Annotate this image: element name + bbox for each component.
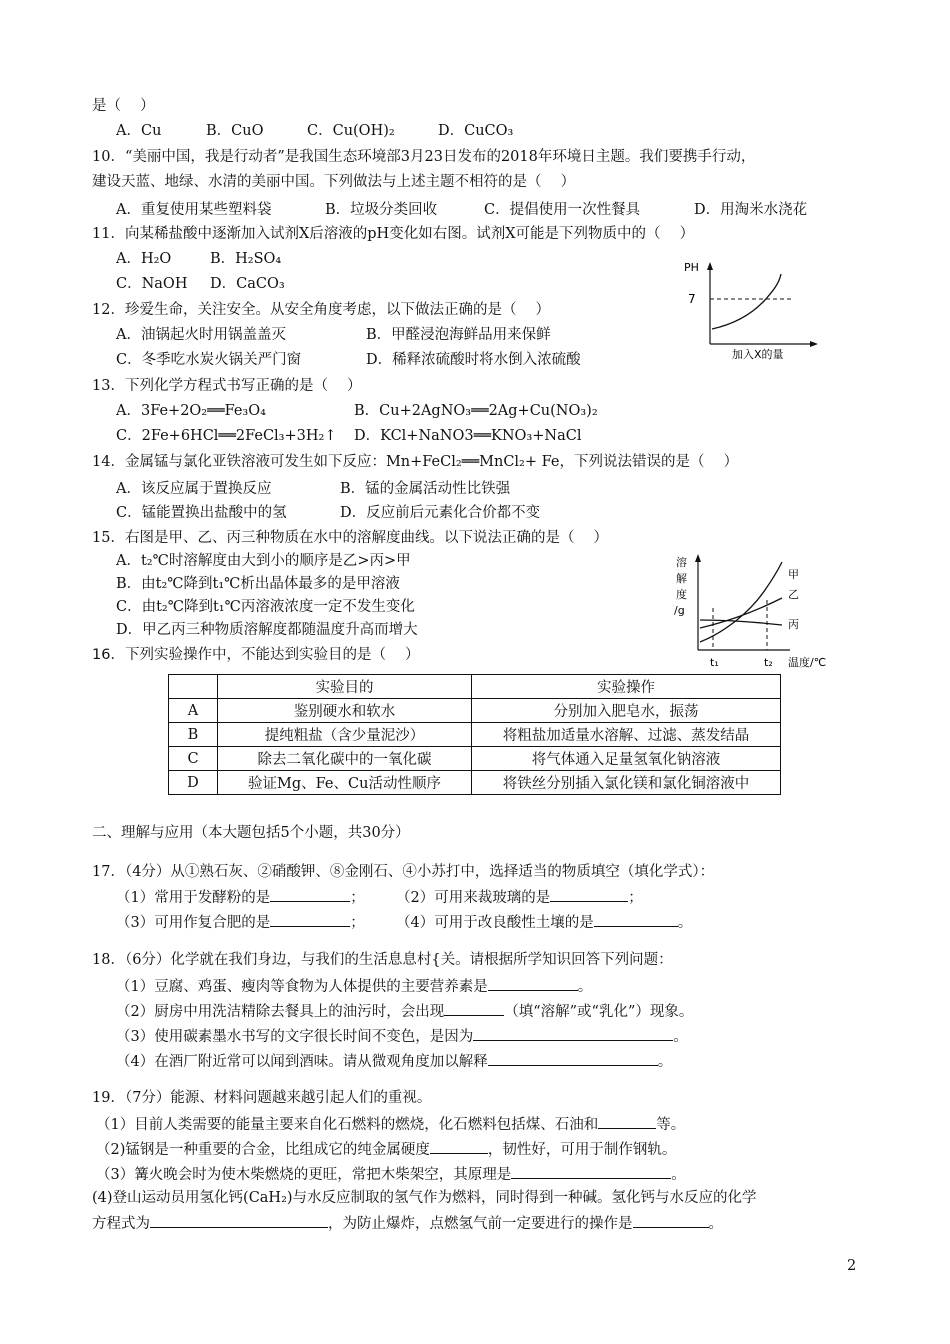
q17-part4: （4）可用于改良酸性土壤的是 (396, 915, 594, 931)
section-title: 二、理解与应用（本大题包括5个小题，共30分） (92, 825, 410, 841)
q13-option-c: C．2Fe+6HCl══2FeCl₃+3H₂↑ (116, 428, 337, 444)
sol-t1-label: t₁ (710, 656, 719, 669)
answer-blank[interactable] (473, 1026, 673, 1041)
table-cell: B (169, 723, 218, 747)
q14-option-a: A．该反应属于置换反应 (116, 481, 272, 497)
table-row (169, 699, 781, 723)
table-header-cell: 实验操作 (472, 675, 781, 699)
table-cell: 鉴别硬水和软水 (218, 699, 472, 723)
punct: ； (628, 890, 643, 906)
q19-part2b: ，韧性好，可用于制作钢轨。 (487, 1142, 677, 1158)
q15-option-d: D．甲乙丙三种物质溶解度都随温度升高而增大 (116, 622, 418, 638)
sol-yi-label: 乙 (788, 588, 799, 601)
answer-blank[interactable] (633, 1213, 709, 1228)
q18-part1: （1）豆腐、鸡蛋、瘦肉等食物为人体提供的主要营养素是 (116, 979, 488, 995)
q14-stem: 14．金属锰与氯化亚铁溶液可发生如下反应：Mn+FeCl₂══MnCl₂+ Fe，下列说法错误的是（ ） (92, 454, 739, 470)
sol-x-label: 温度/℃ (788, 656, 827, 669)
q18-line1 (116, 976, 592, 997)
answer-blank[interactable] (270, 887, 350, 902)
q18-line3 (116, 1026, 688, 1047)
q15-option-b: B．由t₂℃降到t₁℃析出晶体最多的是甲溶液 (116, 576, 400, 592)
table-row (169, 747, 781, 771)
q13-option-b: B．Cu+2AgNO₃══2Ag+Cu(NO₃)₂ (354, 403, 598, 419)
table-row (169, 771, 781, 795)
table-cell: 除去二氧化碳中的一氧化碳 (218, 747, 472, 771)
q11-stem: 11．向某稀盐酸中逐渐加入试剂X后溶液的pH变化如右图。试剂X可能是下列物质中的（ ） (92, 226, 695, 242)
table-cell: 将气体通入足量氢氧化钠溶液 (472, 747, 781, 771)
q11-option-b: B．H₂SO₄ (210, 251, 282, 267)
punct: 。 (577, 979, 593, 995)
q19-line4: (4)登山运动员用氢化钙(CaH₂)与水反应制取的氢气作为燃料，同时得到一种碱。氢化钙与水反应的化学 (92, 1190, 757, 1206)
answer-blank[interactable] (270, 912, 350, 927)
q17-line3 (116, 912, 365, 933)
answer-blank[interactable] (594, 912, 678, 927)
q9-option-c: C．Cu(OH)₂ (307, 123, 395, 139)
sol-y-label-4: /g (674, 604, 685, 617)
q11-option-c: C．NaOH (116, 276, 188, 292)
q19-part3b: 。 (671, 1167, 686, 1183)
punct: 。 (677, 915, 693, 931)
answer-blank[interactable] (550, 887, 628, 902)
q12-option-a: A．油锅起火时用锅盖盖灭 (116, 327, 286, 343)
q13-option-a: A．3Fe+2O₂══Fe₃O₄ (116, 403, 266, 419)
sol-jia-label: 甲 (788, 568, 799, 581)
q9-tail: 是（ ） (92, 98, 155, 114)
q19-part2a: （2)锰钢是一种重要的合金，比组成它的纯金属硬度 (96, 1142, 430, 1158)
table-row (169, 723, 781, 747)
q10-stem-line2: 建设天蓝、地绿、水清的美丽中国。下列做法与上述主题不相符的是（ ） (92, 174, 576, 190)
ph-seven-label: 7 (688, 292, 696, 306)
table-header-cell: 实验目的 (218, 675, 472, 699)
q17-part2: （2）可用来裁玻璃的是 (396, 890, 551, 906)
q11-option-a: A．H₂O (116, 251, 172, 267)
q9-option-b: B．CuO (206, 123, 264, 139)
q17-part3: （3）可用作复合肥的是 (116, 915, 271, 931)
q10-option-c: C．提倡使用一次性餐具 (484, 202, 641, 218)
q14-option-c: C．锰能置换出盐酸中的氢 (116, 505, 287, 521)
answer-blank[interactable] (488, 976, 578, 991)
q10-option-a: A．重复使用某些塑料袋 (116, 202, 272, 218)
q19-part3a: （3）篝火晚会时为使木柴燃烧的更旺，常把木柴架空，其原理是 (96, 1167, 512, 1183)
table-header-row (169, 675, 781, 699)
q13-option-d: D．KCl+NaNO3══KNO₃+NaCl (354, 428, 582, 444)
q12-option-b: B．甲醛浸泡海鲜品用来保鲜 (366, 327, 551, 343)
q17-line2 (396, 887, 643, 908)
q9-option-d: D．CuCO₃ (438, 123, 514, 139)
answer-blank[interactable] (598, 1114, 656, 1129)
experiment-table (168, 674, 781, 795)
q18-line4 (116, 1051, 672, 1072)
q15-stem: 15．右图是甲、乙、丙三种物质在水中的溶解度曲线。以下说法正确的是（ ） (92, 530, 609, 546)
punct: ； (350, 915, 365, 931)
q19-line1 (96, 1114, 685, 1135)
ph-x-label: 加入X的量 (732, 348, 784, 361)
answer-blank[interactable] (511, 1164, 671, 1179)
q15-option-c: C．由t₂℃降到t₁℃丙溶液浓度一定不发生变化 (116, 599, 415, 615)
q19-part4b: 方程式为 (92, 1216, 150, 1232)
table-cell: 分别加入肥皂水，振荡 (472, 699, 781, 723)
sol-bing-label: 丙 (788, 618, 799, 631)
punct: 。 (673, 1029, 688, 1045)
q19-part4c: ，为防止爆炸，点燃氢气前一定要进行的操作是 (328, 1216, 633, 1232)
ph-graph (680, 256, 820, 366)
q17-part1: （1）常用于发酵粉的是 (116, 890, 271, 906)
q12-option-c: C．冬季吃水炭火锅关严门窗 (116, 352, 302, 368)
q12-stem: 12．珍爱生命，关注安全。从安全角度考虑，以下做法正确的是（ ） (92, 302, 551, 318)
q19-part4d: 。 (708, 1216, 723, 1232)
table-cell: 验证Mg、Fe、Cu活动性顺序 (218, 771, 472, 795)
q18-part4: （4）在酒厂附近常可以闻到酒味。请从微观角度加以解释 (116, 1054, 488, 1070)
table-cell: 将铁丝分别插入氯化镁和氯化铜溶液中 (472, 771, 781, 795)
q17-stem: 17．（4分）从①熟石灰、②硝酸钾、⑧金刚石、④小苏打中，选择适当的物质填空（填化学式）： (92, 864, 715, 880)
punct: 。 (657, 1054, 673, 1070)
table-header-cell (169, 675, 218, 699)
q19-line3 (96, 1164, 686, 1185)
q19-line5 (92, 1213, 723, 1234)
table-cell: A (169, 699, 218, 723)
q18-stem: 18．（6分）化学就在我们身边，与我们的生活息息村{关。请根据所学知识回答下列问题： (92, 952, 673, 968)
q10-stem-line1: 10．“美丽中国，我是行动者”是我国生态环境部3月23日发布的2018年环境日主题。我们要携手行动， (92, 149, 756, 165)
q16-stem: 16．下列实验操作中，不能达到实验目的是（ ） (92, 647, 420, 663)
q19-stem: 19．（7分）能源、材料问题越来越引起人们的重视。 (92, 1090, 432, 1106)
answer-blank[interactable] (150, 1213, 328, 1228)
answer-blank[interactable] (430, 1139, 488, 1154)
q17-line1 (116, 887, 365, 908)
q19-part1b: 等。 (656, 1117, 686, 1133)
q9-option-a: A．Cu (116, 123, 162, 139)
q10-option-b: B．垃圾分类回收 (325, 202, 438, 218)
q14-option-b: B．锰的金属活动性比铁强 (340, 481, 511, 497)
table-cell: 提纯粗盐（含少量泥沙） (218, 723, 472, 747)
q18-part2a: （2）厨房中用洗洁精除去餐具上的油污时，会出现 (116, 1004, 445, 1020)
q10-option-d: D．用淘米水浇花 (694, 202, 808, 218)
answer-blank[interactable] (488, 1051, 658, 1066)
q14-option-d: D．反应前后元素化合价都不变 (340, 505, 541, 521)
sol-t2-label: t₂ (764, 656, 773, 669)
page-number: 2 (847, 1258, 857, 1274)
q11-option-d: D．CaCO₃ (210, 276, 285, 292)
answer-blank[interactable] (444, 1001, 504, 1016)
q12-option-d: D．稀释浓硫酸时将水倒入浓硫酸 (366, 352, 581, 368)
ph-axis-label: PH (684, 261, 699, 274)
sol-y-label-1: 溶 (676, 556, 687, 569)
q17-line4 (396, 912, 692, 933)
sol-y-label-2: 解 (676, 572, 687, 585)
punct: ； (350, 890, 365, 906)
q13-stem: 13．下列化学方程式书写正确的是（ ） (92, 378, 362, 394)
q18-line2 (116, 1001, 693, 1022)
table-cell: C (169, 747, 218, 771)
sol-y-label-3: 度 (676, 588, 687, 601)
table-cell: 将粗盐加适量水溶解、过滤、蒸发结晶 (472, 723, 781, 747)
table-cell: D (169, 771, 218, 795)
q19-line2 (96, 1139, 676, 1160)
q19-part1a: （1）目前人类需要的能量主要来自化石燃料的燃烧，化石燃料包括煤、石油和 (96, 1117, 599, 1133)
q18-part2b: （填“溶解”或“乳化”）现象。 (504, 1004, 694, 1020)
q18-part3: （3）使用碳素墨水书写的文字很长时间不变色，是因为 (116, 1029, 474, 1045)
q15-option-a: A．t₂℃时溶解度由大到小的顺序是乙>丙>甲 (116, 553, 411, 569)
solubility-graph (670, 550, 850, 672)
